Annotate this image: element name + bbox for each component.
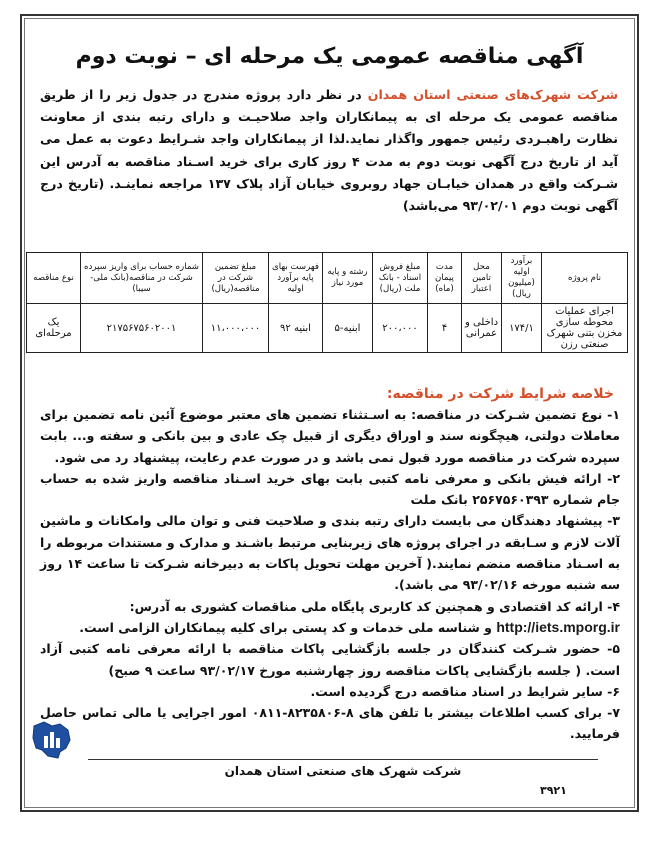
notice-code: ۳۹۲۱ (540, 784, 567, 797)
cell-duration: ۴ (428, 304, 462, 353)
condition-item: ۵- حضور شـرکت کنندگان در جلسه بازگشایی پاکات مناقصه با ارائه معرفی نامه کتبی آزاد است. ( جلسه بازگشایی پاکات مناقصه روز چهارشنبه مورخ ۹۳/۰۲/۱۷ ساعت ۹ صبح) (40, 641, 620, 678)
header-guarantee: مبلغ تضمین شرکت در مناقصه(ریال) (203, 253, 269, 304)
condition-item: و شناسه ملی خدمات و کد پستی برای کلیه پیمانکاران الزامی است. (79, 619, 492, 635)
header-funding: محل تامین اعتبار (462, 253, 502, 304)
intro-paragraph (40, 84, 618, 217)
header-project-name: نام پروژه (542, 253, 628, 304)
header-account: شماره حساب برای واریز سپرده شرکت در مناقصه(بانک ملی- سیبا) (81, 253, 203, 304)
cell-funding: داخلی و عمرانی (462, 304, 502, 353)
cell-doc-price: ۲۰۰،۰۰۰ (373, 304, 428, 353)
tender-table (26, 252, 628, 353)
cell-guarantee: ۱۱،۰۰۰،۰۰۰ (203, 304, 269, 353)
header-price-list: فهرست بهای پایه برآورد اولیه (269, 253, 323, 304)
cell-project-name: اجرای عملیات محوطه سازی مخزن بتنی شهرک صنعتی رزن (542, 304, 628, 353)
header-duration: مدت پیمان (ماه) (428, 253, 462, 304)
header-doc-price: مبلغ فروش اسناد - بانک ملت (ریال) (373, 253, 428, 304)
footer-company: شرکت شهرک های صنعتی استان همدان (224, 764, 462, 778)
conditions-list (40, 404, 620, 745)
table-header-row (27, 253, 628, 304)
header-field-grade: رشته و پایه مورد نیاز (323, 253, 373, 304)
tender-portal-link[interactable]: http://iets.mporg.ir (496, 618, 620, 635)
intro-text: در نظر دارد پروژه مندرج در جدول زیر را از طریق مناقصه عمومی یک مرحله ای به پیمانکاران واجد صلاحیـت و دارای رتبه بندی از معاونت نظارت راهبـردی رئیس جمهور واگذار نماید.لذا از پیمانکاران واجد شـرایط دعوت به عمل می آید از تاریخ درج آگهی نوبت دوم به مدت ۴ روز کاری برای خرید اسـناد مناقصه به آدرس این شـرکت واقع در همدان خیابـان جهاد روبروی خیابان آزاد پلاک ۱۳۷ مراجعه نماینـد. (تاریخ درج آگهی نوبت دوم ۹۳/۰۲/۰۱ می‌باشد) (40, 87, 619, 214)
notice-title: آگهی مناقصه عمومی یک مرحله ای – نوبت دوم (75, 44, 584, 69)
cell-estimate: ۱۷۴/۱ (502, 304, 542, 353)
cell-price-list: ابنیه ۹۲ (269, 304, 323, 353)
condition-item: ۶- سایر شرایط در اسناد مناقصه درج گردیده است. (310, 683, 620, 699)
conditions-heading: خلاصه شرایط شرکت در مناقصه: (386, 386, 614, 402)
condition-item: ۷- برای کسب اطلاعات بیشتر با تلفن های ۸-۸۲۳۵۸۰۶-۰۸۱۱ امور اجرایی یا مالی تماس حاصل فرمایید. (40, 705, 620, 742)
cell-field-grade: ابنیه-۵ (323, 304, 373, 353)
header-tender-type: نوع مناقصه (27, 253, 81, 304)
condition-item: ۲- ارائه فیش بانکی و معرفی نامه کتبی بابت بهای خرید اسـناد مناقصه واریز شده به حساب جام شماره ۲۵۶۷۵۶۰۳۹۳ بانک ملت (40, 470, 620, 508)
condition-item-url-line (40, 617, 620, 638)
condition-item: ۳- پیشنهاد دهندگان می بایست دارای رتبه بندی و صلاحیت فنی و توان مالی وامکانات و ماشین آلات لازم و سـابقه در اجرای پروژه های زیربنایی مرتبط باشـند و مدارک و مستندات مربوطه را به اسـناد مناقصه منضم نمایند.( آخرین مهلت تحویل پاکات به دبیرخانه شـرکت تا ساعت ۱۴ روز سه شنبه مورخه ۹۳/۰۲/۱۶ می باشد). (40, 513, 621, 593)
table-row (27, 304, 628, 353)
header-estimate: برآورد اولیه (میلیون ریال) (502, 253, 542, 304)
condition-item: ۴- ارائه کد اقتصادی و همچنین کد کاربری پایگاه ملی مناقصات کشوری به آدرس: (129, 598, 620, 614)
cell-tender-type: یک مرحله‌ای (27, 304, 81, 353)
cell-account: ۲۱۷۵۶۷۵۶۰۲۰۰۱ (81, 304, 203, 353)
footer-divider (88, 759, 598, 760)
company-name: شرکت شهرک‌های صنعتی استان همدان (367, 87, 618, 102)
condition-item: ۱- نوع تضمین شـرکت در مناقصه: به اسـتثناء تضمین های معتبر موضوع آئین نامه تضمین برای معاملات دولتی، هیچگونه سند و اوراق دیگری از قبیل چک عادی و بین بانکی و سفته و... بابت سپرده شرکت در مناقصه مورد قبول نمی باشد و در صورت عدم رعایت، پیشنهاد رد می شود. (40, 407, 620, 465)
company-logo-icon (30, 718, 74, 760)
